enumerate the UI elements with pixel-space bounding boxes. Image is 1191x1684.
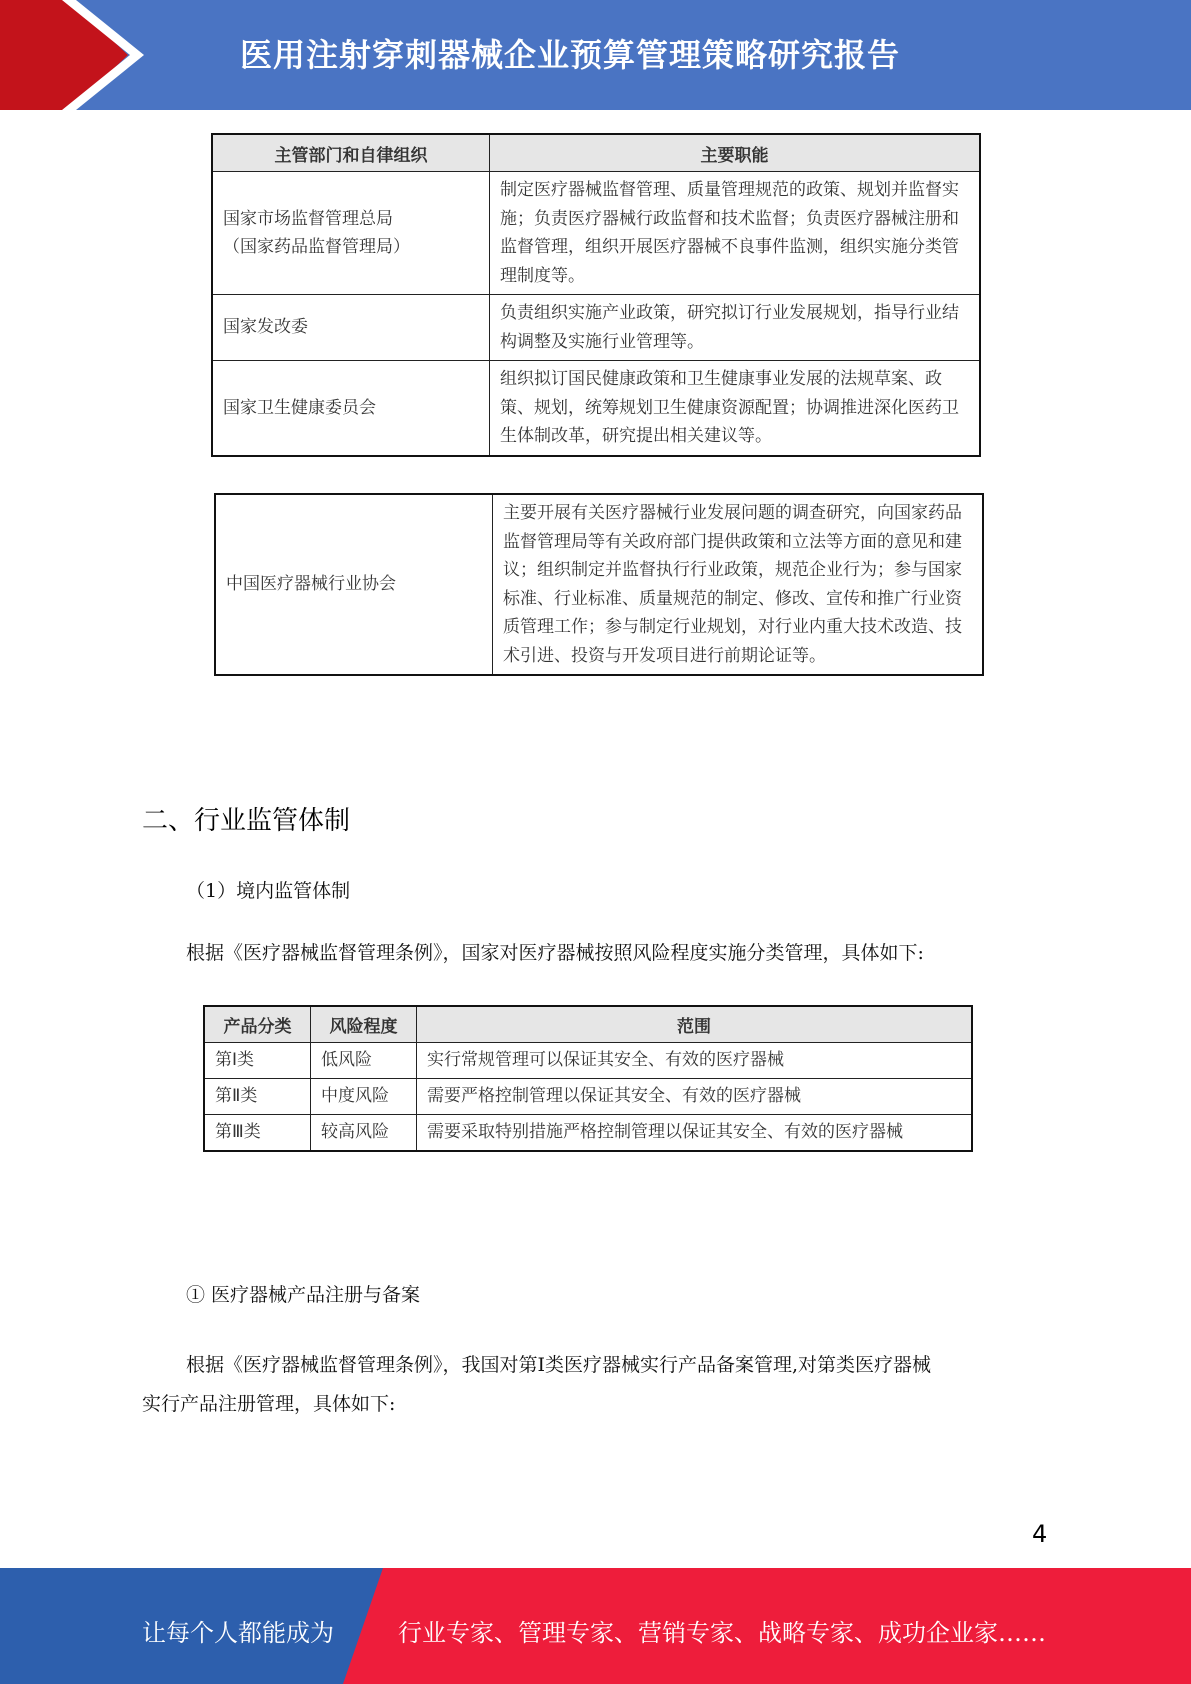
table-row (204, 1043, 972, 1079)
paragraph: 根据《医疗器械监督管理条例》，我国对第Ⅰ类医疗器械实行产品备案管理,对第类医疗器械 (186, 1354, 932, 1376)
table-header-cell: 风险程度 (311, 1006, 417, 1043)
numbered-subtitle: ① 医疗器械产品注册与备案 (186, 1284, 421, 1306)
table-cell-org: 国家发改委 (212, 295, 490, 361)
table-cell-duty: 制定医疗器械监督管理、质量管理规范的政策、规划并监督实施；负责医疗器械行政监督和技术监督；负责医疗器械注册和监督管理，组织开展医疗器械不良事件监测，组织实施分类管理制度等。 (490, 172, 981, 295)
footer-banner (0, 1568, 1191, 1684)
header-banner (0, 0, 1191, 110)
table-row (215, 494, 983, 675)
table-cell-org: 国家卫生健康委员会 (212, 361, 490, 456)
page-number: 4 (1032, 1520, 1048, 1548)
table-row (212, 361, 980, 456)
footer-slogan-left: 让每个人都能成为 (142, 1619, 334, 1647)
table-cell-duty: 主要开展有关医疗器械行业发展问题的调查研究，向国家药品监督管理局等有关政府部门提供政策和立法等方面的意见和建议；组织制定并监督执行行业政策，规范企业行为；参与国家标准、行业标准、质量规范的制定、修改、宣传和推广行业资质管理工作；参与制定行业规划，对行业内重大技术改造、技术引进、投资与开发项目进行前期论证等。 (493, 494, 984, 675)
table-cell: 中度风险 (311, 1079, 417, 1115)
table-cell: 需要采取特别措施严格控制管理以保证其安全、有效的医疗器械 (417, 1115, 973, 1152)
table-cell-duty: 负责组织实施产业政策，研究拟订行业发展规划，指导行业结构调整及实施行业管理等。 (490, 295, 981, 361)
table-row (212, 295, 980, 361)
table-cell: 实行常规管理可以保证其安全、有效的医疗器械 (417, 1043, 973, 1079)
header-red-block (0, 0, 130, 110)
regulator-table (211, 133, 981, 457)
table-header-cell: 主要职能 (490, 134, 981, 172)
section-heading: 二、行业监管体制 (142, 806, 351, 836)
table-row (204, 1115, 972, 1152)
table-cell-duty: 组织拟订国民健康政策和卫生健康事业发展的法规草案、政策、规划，统筹规划卫生健康资源配置；协调推进深化医药卫生体制改革，研究提出相关建议等。 (490, 361, 981, 456)
table-row (212, 172, 980, 295)
subsection-title: （1）境内监管体制 (186, 880, 351, 902)
footer-slogan-right: 行业专家、管理专家、营销专家、战略专家、成功企业家…… (398, 1619, 1046, 1647)
table-cell: 需要严格控制管理以保证其安全、有效的医疗器械 (417, 1079, 973, 1115)
table-row (204, 1079, 972, 1115)
table-cell: 低风险 (311, 1043, 417, 1079)
table-header-row (212, 134, 980, 172)
table-cell: 第Ⅰ类 (204, 1043, 311, 1079)
paragraph: 根据《医疗器械监督管理条例》，国家对医疗器械按照风险程度实施分类管理，具体如下: (186, 942, 924, 964)
report-title: 医用注射穿刺器械企业预算管理策略研究报告 (240, 36, 901, 74)
table-cell-org: 国家市场监督管理总局 （国家药品监督管理局） (212, 172, 490, 295)
table-header-cell: 主管部门和自律组织 (212, 134, 490, 172)
table-cell: 第Ⅲ类 (204, 1115, 311, 1152)
table-header-cell: 产品分类 (204, 1006, 311, 1043)
classification-table (203, 1005, 973, 1152)
paragraph-continued: 实行产品注册管理，具体如下: (142, 1393, 396, 1415)
table-cell-org: 中国医疗器械行业协会 (215, 494, 493, 675)
association-table (214, 493, 984, 676)
table-cell: 第Ⅱ类 (204, 1079, 311, 1115)
table-cell: 较高风险 (311, 1115, 417, 1152)
table-header-cell: 范围 (417, 1006, 973, 1043)
table-header-row (204, 1006, 972, 1043)
